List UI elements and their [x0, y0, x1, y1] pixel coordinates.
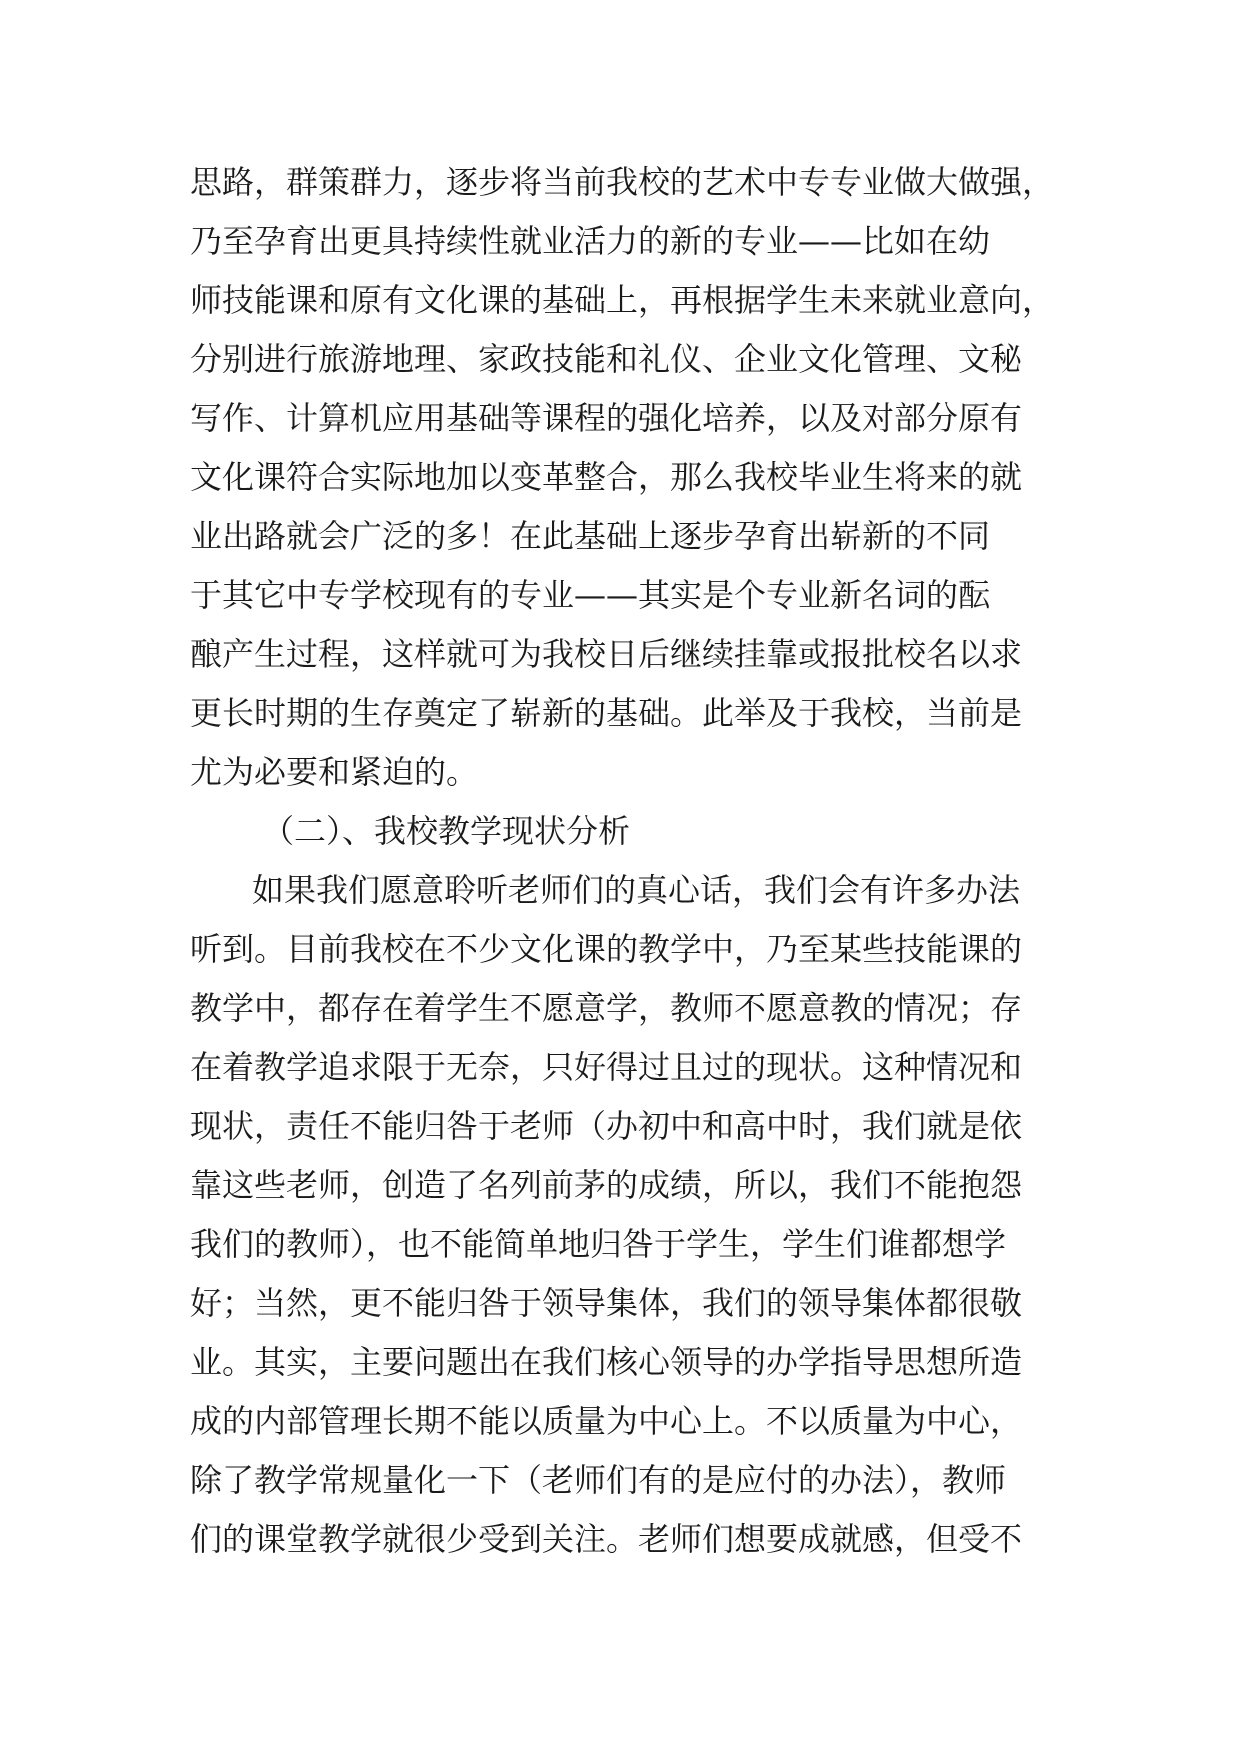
text-line: 酿产生过程，这样就可为我校日后继续挂靠或报批校名以求: [190, 635, 1023, 673]
text-line: 业。其实，主要问题出在我们核心领导的办学指导思想所造: [190, 1343, 1023, 1381]
text-line: 写作、计算机应用基础等课程的强化培养，以及对部分原有: [190, 399, 1023, 437]
text-line: 思路，群策群力，逐步将当前我校的艺术中专专业做大做强，: [190, 163, 1055, 201]
text-line: 们的课堂教学就很少受到关注。老师们想要成就感，但受不: [190, 1520, 1023, 1558]
text-line: 我们的教师），也不能简单地归咎于学生，学生们谁都想学: [190, 1225, 1007, 1263]
text-line: 成的内部管理长期不能以质量为中心上。不以质量为中心，: [190, 1402, 1023, 1440]
text-line: 除了教学常规量化一下（老师们有的是应付的办法），教师: [190, 1461, 1007, 1499]
text-line: 更长时期的生存奠定了崭新的基础。此举及于我校，当前是: [190, 694, 1023, 732]
text-line: 乃至孕育出更具持续性就业活力的新的专业——比如在幼: [190, 222, 991, 260]
text-line: 教学中，都存在着学生不愿意学，教师不愿意教的情况；存: [190, 989, 1023, 1027]
text-line: 于其它中专学校现有的专业——其实是个专业新名词的酝: [190, 576, 991, 614]
text-line: 靠这些老师，创造了名列前茅的成绩，所以，我们不能抱怨: [190, 1166, 1023, 1204]
text-line: 现状，责任不能归咎于老师（办初中和高中时，我们就是依: [190, 1107, 1023, 1145]
section-heading: （二）、我校教学现状分析: [262, 812, 631, 850]
text-line: 听到。目前我校在不少文化课的教学中，乃至某些技能课的: [190, 930, 1023, 968]
text-line: 尤为必要和紧迫的。: [190, 753, 479, 791]
text-line: 师技能课和原有文化课的基础上，再根据学生未来就业意向，: [190, 281, 1055, 319]
paragraph-first-line: 如果我们愿意聆听老师们的真心话，我们会有许多办法: [252, 871, 1021, 909]
text-line: 业出路就会广泛的多！在此基础上逐步孕育出崭新的不同: [190, 517, 991, 555]
text-line: 分别进行旅游地理、家政技能和礼仪、企业文化管理、文秘: [190, 340, 1023, 378]
text-line: 好；当然，更不能归咎于领导集体，我们的领导集体都很敬: [190, 1284, 1023, 1322]
text-line: 在着教学追求限于无奈，只好得过且过的现状。这种情况和: [190, 1048, 1023, 1086]
text-line: 文化课符合实际地加以变革整合，那么我校毕业生将来的就: [190, 458, 1023, 496]
